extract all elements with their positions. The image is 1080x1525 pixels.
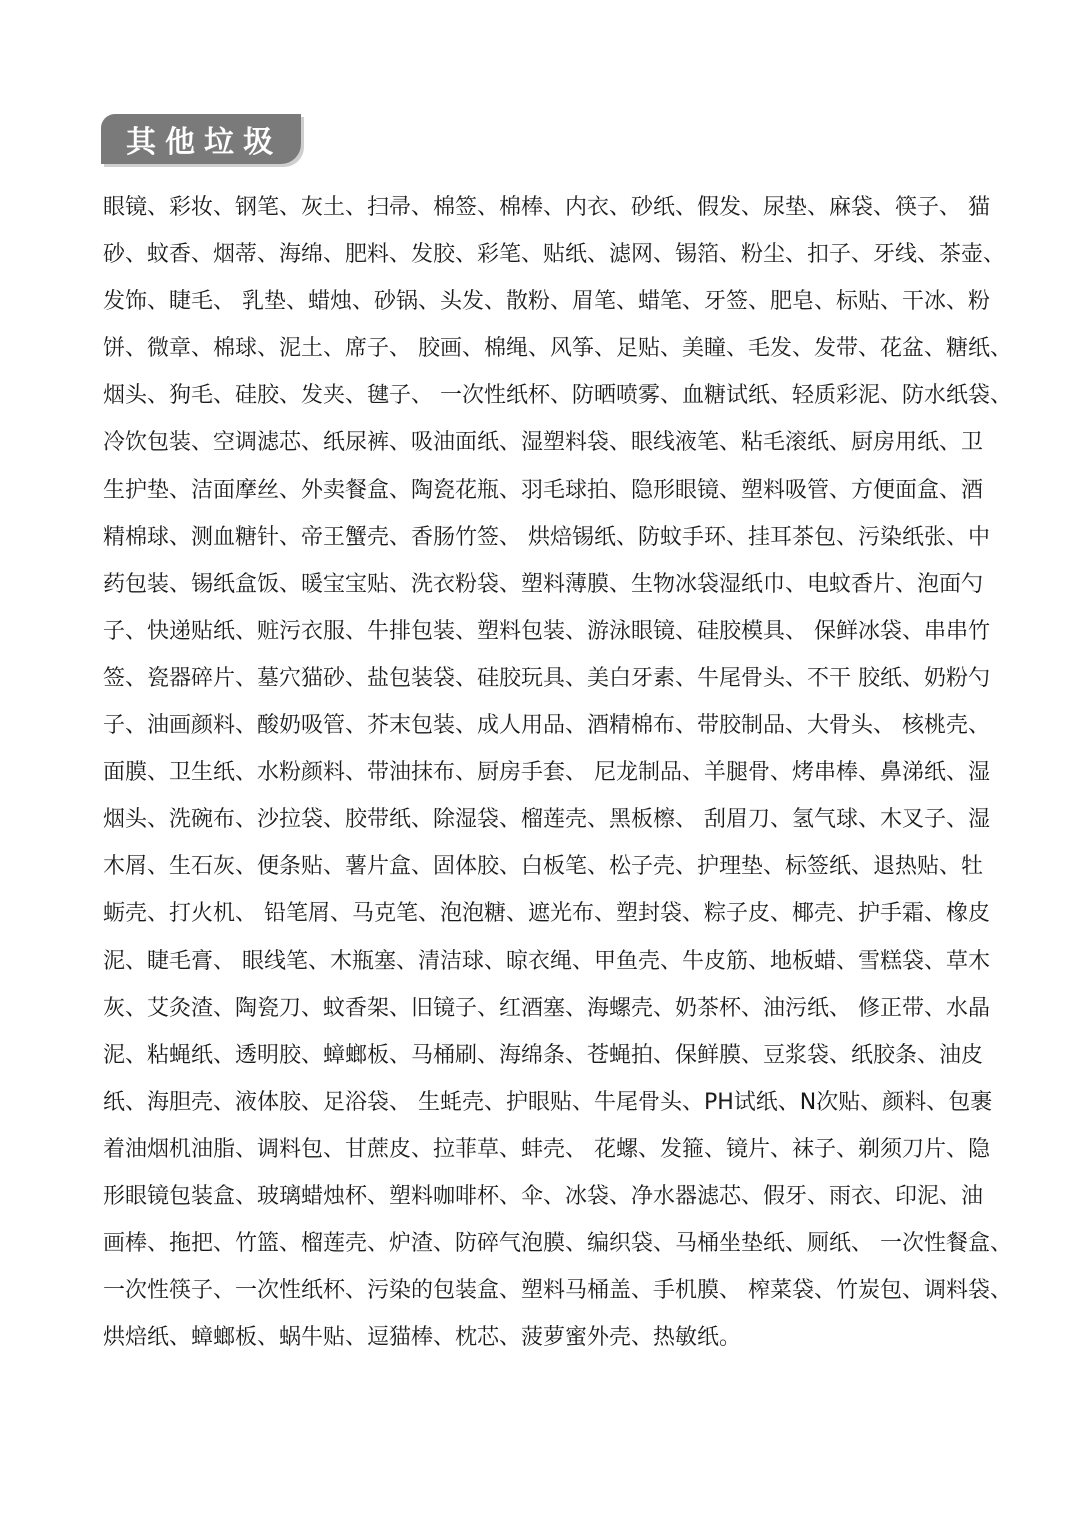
- section-heading-tab: [101, 114, 301, 164]
- section-title: 其他垃圾: [126, 125, 282, 160]
- text-line: 子、油画颜料、酸奶吸管、芥末包装、成人用品、酒精棉布、带胶制品、大骨头、 核桃壳、: [103, 713, 990, 739]
- text-line: 冷饮包装、空调滤芯、纸尿裤、吸油面纸、湿塑料袋、眼线液笔、粘毛滚纸、厨房用纸、卫: [103, 430, 984, 456]
- text-line: 生护垫、洁面摩丝、外卖餐盒、陶瓷花瓶、羽毛球拍、隐形眼镜、塑料吸管、方便面盒、酒: [103, 477, 984, 503]
- text-line: 药包装、锡纸盒饭、暖宝宝贴、洗衣粉袋、塑料薄膜、生物冰袋湿纸巾、电蚊香片、泡面勺: [103, 571, 984, 597]
- text-line: 精棉球、测血糖针、帝王蟹壳、香肠竹签、 烘焙锡纸、防蚊手环、挂耳茶包、污染纸张、中: [103, 524, 990, 550]
- text-line: 烘焙纸、蟑螂板、蜗牛贴、逗猫棒、枕芯、菠萝蜜外壳、热敏纸。: [103, 1325, 742, 1351]
- text-line: 烟头、狗毛、硅胶、发夹、毽子、 一次性纸杯、防晒喷雾、血糖试纸、轻质彩泥、防水纸袋、: [103, 383, 1012, 409]
- text-line: 着油烟机油脂、调料包、甘蔗皮、拉菲草、蚌壳、 花螺、发箍、镜片、袜子、剃须刀片、隐: [103, 1136, 990, 1162]
- text-line: 饼、微章、棉球、泥土、席子、 胶画、棉绳、风筝、足贴、美瞳、毛发、发带、花盆、糖纸、: [103, 336, 1012, 362]
- text-line: 烟头、洗碗布、沙拉袋、胶带纸、除湿袋、榴莲壳、黑板檫、 刮眉刀、氢气球、木叉子、湿: [103, 807, 990, 833]
- text-line: 面膜、卫生纸、水粉颜料、带油抹布、厨房手套、 尼龙制品、羊腿骨、烤串棒、鼻涕纸、湿: [103, 760, 990, 786]
- text-line: 砂、蚊香、烟蒂、海绵、肥料、发胶、彩笔、贴纸、滤网、锡箔、粉尘、扣子、牙线、茶壶、: [103, 242, 1006, 268]
- text-line: 灰、艾灸渣、陶瓷刀、蚊香架、旧镜子、红酒塞、海螺壳、奶茶杯、油污纸、 修正带、水晶: [103, 995, 990, 1021]
- text-line: 画棒、拖把、竹篮、榴莲壳、炉渣、防碎气泡膜、编织袋、马桶坐垫纸、厕纸、 一次性餐盒、: [103, 1231, 1012, 1257]
- text-line: 泥、粘蝇纸、透明胶、蟑螂板、马桶刷、海绵条、苍蝇拍、保鲜膜、豆浆袋、纸胶条、油皮: [103, 1042, 984, 1068]
- text-line: 泥、睫毛膏、 眼线笔、木瓶塞、清洁球、晾衣绳、甲鱼壳、牛皮筋、地板蜡、雪糕袋、草木: [103, 948, 990, 974]
- item-list-paragraph: [103, 184, 1018, 1361]
- text-line: 一次性筷子、一次性纸杯、污染的包装盒、塑料马桶盖、手机膜、 榨菜袋、竹炭包、调料袋、: [103, 1278, 1012, 1304]
- text-line: 形眼镜包装盒、玻璃蜡烛杯、塑料咖啡杯、伞、冰袋、净水器滤芯、假牙、雨衣、印泥、油: [103, 1183, 984, 1209]
- text-line: 蛎壳、打火机、 铅笔屑、马克笔、泡泡糖、遮光布、塑封袋、粽子皮、椰壳、护手霜、橡皮: [103, 901, 990, 927]
- text-line: 木屑、生石灰、便条贴、薯片盒、固体胶、白板笔、松子壳、护理垫、标签纸、退热贴、牡: [103, 854, 984, 880]
- text-line: 签、瓷器碎片、墓穴猫砂、盐包装袋、硅胶玩具、美白牙素、牛尾骨头、不干 胶纸、奶粉勺: [103, 665, 990, 691]
- text-line: 纸、海胆壳、液体胶、足浴袋、 生蚝壳、护眼贴、牛尾骨头、PH试纸、N次贴、颜料、包裹: [103, 1089, 993, 1115]
- text-line: 眼镜、彩妆、钢笔、灰土、扫帚、棉签、棉棒、内衣、砂纸、假发、尿垫、麻袋、筷子、 猫: [103, 195, 990, 220]
- text-line: 子、快递贴纸、赃污衣服、牛排包装、塑料包装、游泳眼镜、硅胶模具、 保鲜冰袋、串串竹: [103, 618, 990, 644]
- text-line: 发饰、睫毛、 乳垫、蜡烛、砂锅、头发、散粉、眉笔、蜡笔、牙签、肥皂、标贴、干冰、粉: [103, 289, 990, 315]
